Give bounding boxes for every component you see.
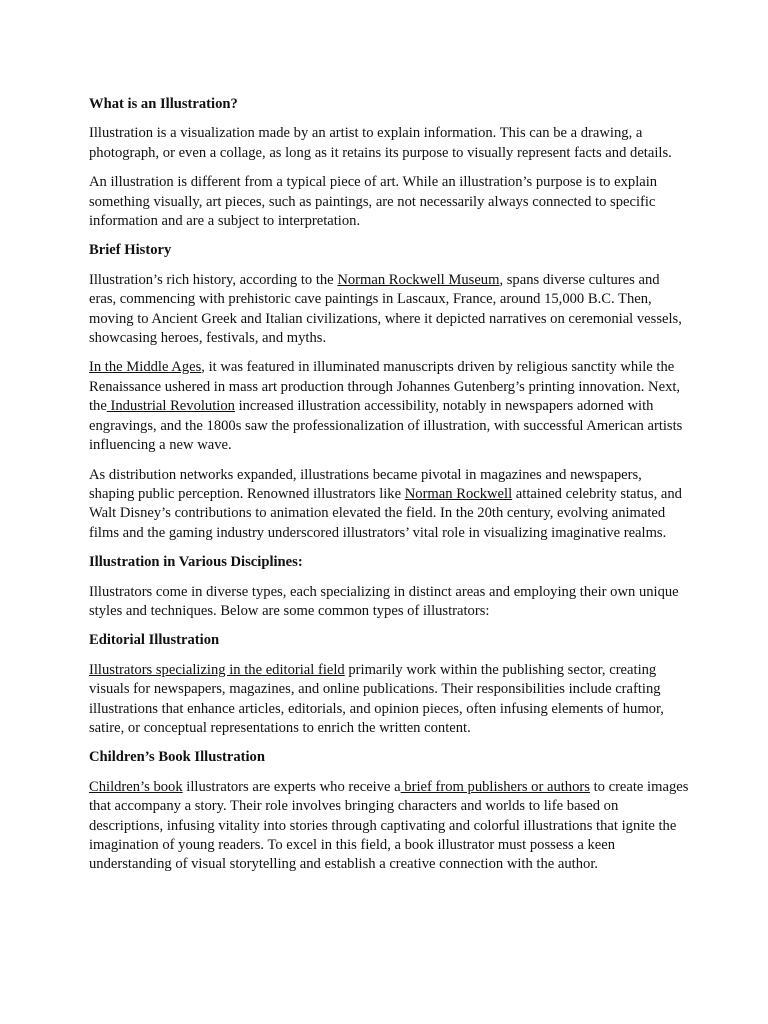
paragraph	[89, 124, 689, 163]
heading-what-is-an-illustration: What is an Illustration?	[89, 96, 238, 112]
paragraph	[89, 466, 689, 544]
paragraph	[89, 358, 689, 455]
text-run: to create images that accompany a story. Their role involves bringing characters and worlds to life based on descriptions, infusing vitality into stories through captivating and colorful illustrations that ignite the imagination of young readers. To excel in this field, a book illustrator must possess a keen understanding of visual storytelling and establish a creative connection with the author.	[89, 778, 689, 873]
link-editorial-field[interactable]: Illustrators specializing in the editorial field	[89, 661, 345, 678]
link-middle-ages[interactable]: In the Middle Ages	[89, 359, 202, 376]
heading-children-s-book-illustration: Children’s Book Illustration	[89, 749, 265, 766]
text-run: primarily work within the publishing sector, creating visuals for newspapers, magazines, and online publications. Their responsibilities include crafting illustrations that enhance articles, editorials, and opinion pieces, often infusing elements of humor, satire, or conceptual representations to enrich the written content.	[89, 661, 664, 736]
link-industrial-revolution[interactable]: Industrial Revolution	[106, 398, 235, 415]
paragraph	[89, 173, 689, 231]
text-run: increased illustration accessibility, notably in newspapers adorned with engravings, and the 1800s saw the professionalization of illustration, with successful American artists influencing a new wave.	[89, 398, 683, 454]
text-run: attained celebrity status, and Walt Disney’s contributions to animation elevated the field. In the 20th century, evolving animated films and the gaming industry underscored illustrators’ vital role in visualizing imaginative realms.	[89, 485, 682, 541]
paragraph	[89, 583, 689, 622]
text-run: An illustration is different from a typical piece of art. While an illustration’s purpose is to explain something visually, art pieces, such as paintings, are not necessarily always connected to specific information and are a subject to interpretation.	[89, 174, 658, 230]
heading-editorial-illustration: Editorial Illustration	[89, 632, 220, 649]
heading-brief-history: Brief History	[89, 242, 172, 259]
paragraph	[89, 271, 689, 349]
text-run: , it was featured in illuminated manuscripts driven by religious sanctity while the Renaissance ushered in mass art production through Johannes Gutenberg’s printing innovation. Next, the	[89, 359, 681, 415]
link-brief-from-publishers[interactable]: brief from publishers or authors	[400, 778, 590, 795]
link-norman-rockwell[interactable]: Norman Rockwell	[404, 485, 513, 502]
text-run: Illustration is a visualization made by an artist to explain information. This can be a drawing, a photograph, or even a collage, as long as it retains its purpose to visually represent facts and details.	[89, 125, 672, 161]
link-norman-rockwell-museum[interactable]: Norman Rockwell Museum	[337, 271, 500, 288]
text-run: As distribution networks expanded, illustrations became pivotal in magazines and newspapers, shaping public perception. Renowned illustrators like	[89, 466, 642, 502]
text-run: , spans diverse cultures and eras, commencing with prehistoric cave paintings in Lascaux, France, around 15,000 B.C. Then, moving to Ancient Greek and Italian civilizations, where it depicted narratives on ceremonial vessels, showcasing heroes, festivals, and myths.	[89, 271, 682, 347]
document-page	[89, 95, 689, 885]
text-run: Illustrators come in diverse types, each specializing in distinct areas and employing their own unique styles and techniques. Below are some common types of illustrators:	[89, 583, 679, 619]
text-run: Illustration’s rich history, according to the	[89, 271, 338, 288]
link-childrens-book[interactable]: Children’s book	[89, 778, 183, 795]
text-run: illustrators are experts who receive a	[182, 778, 401, 795]
paragraph	[89, 661, 689, 739]
paragraph	[89, 778, 689, 875]
heading-illustration-in-various-disciplines: Illustration in Various Disciplines:	[89, 554, 303, 571]
